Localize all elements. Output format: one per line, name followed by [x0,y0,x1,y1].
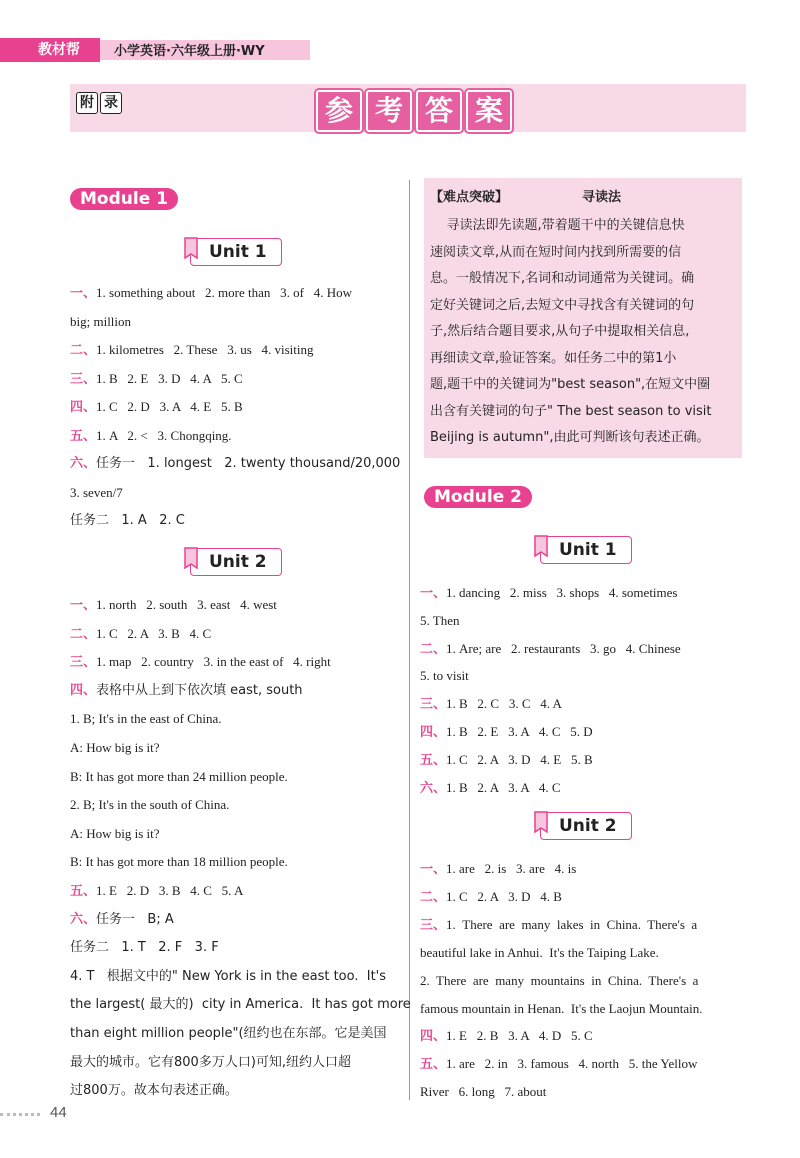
title-char: 考 [366,90,412,132]
appendix-label [76,92,122,114]
answer-text: A: How big is it? [70,740,160,755]
answer-text: A: How big is it? [70,825,160,841]
answer-text: 1. C 2. A 3. B 4. C [96,625,212,641]
appendix-char: 附 [76,92,98,114]
unit-tag [190,548,282,576]
answer-text: big; million [70,313,132,329]
answer-text: 1. C 2. A 3. D 4. B [446,888,562,904]
answer-line [70,653,331,672]
question-number: 二、 [420,641,447,657]
answer-text: 任务二 1. A 2. C [70,513,185,528]
answer-line [420,944,659,963]
question-number: 一、 [420,862,447,877]
module-2-pill: Module 2 [424,486,532,508]
footer-dots [0,1113,40,1116]
answer-line [70,710,221,729]
answer-text: 1. Are; are 2. restaurants 3. go 4. Chinese [446,640,681,656]
question-number: 三、 [420,697,447,713]
title-char: 案 [466,90,512,132]
answer-line [420,723,593,742]
answer-line [70,1082,238,1100]
answer-line [70,796,229,815]
tip-heading: 【难点突破】 [430,190,509,205]
answer-line [70,313,131,332]
answer-text: 1. E 2. B 3. A 4. D 5. C [446,1028,593,1044]
answer-text: 表格中从上到下依次填 east, south [96,682,303,698]
module-1-pill: Module 1 [70,188,178,210]
question-number: 六、 [70,456,97,471]
answer-text: 1. C 2. A 3. D 4. E 5. B [446,751,593,767]
answer-line [70,512,185,530]
answer-text: 任务一 1. longest 2. twenty thousand/20,000 [96,456,401,471]
answer-text: River 6. long 7. about [420,1084,547,1100]
question-number: 二、 [70,626,97,642]
answer-line [70,596,277,615]
answer-line [70,1054,351,1072]
question-number: 二、 [70,343,97,358]
tip-line: 定好关键词之后,去短文中寻找含有关键词的句 [430,297,695,313]
answer-text: than eight million people"(纽约也在东部。它是美国 [70,1026,387,1041]
answer-text: 1. B 2. E 3. A 4. C 5. D [446,724,593,739]
unit-label: Unit 1 [209,242,267,262]
tip-box [424,178,742,458]
answer-text: 3. seven/7 [70,484,123,500]
appendix-char: 录 [100,92,122,114]
answer-text: 任务二 1. T 2. F 3. F [70,940,219,956]
answer-text: 1. B 2. A 3. A 4. C [446,779,561,795]
answer-text: 1. B 2. C 3. C 4. A [446,696,562,712]
question-number: 四、 [420,1029,447,1045]
answer-line [70,968,386,986]
answer-line [70,284,352,303]
answer-text: 1. something about 2. more than 3. of 4. How [96,285,353,300]
answer-line [70,341,314,360]
answer-line [70,996,411,1014]
bookmark-icon [183,546,201,572]
question-number: 四、 [70,400,97,415]
question-number: 五、 [70,884,97,899]
answer-line [70,768,288,787]
answer-text: 1. B 2. E 3. D 4. A 5. C [96,370,243,386]
answer-text: 1. map 2. country 3. in the east of 4. right [96,654,331,670]
answer-text: 1. C 2. D 3. A 4. E 5. B [96,399,243,414]
column-divider [409,180,410,1100]
tip-line: 子,然后结合题目要求,从句子中提取相关信息, [430,324,690,339]
answer-text: 2. There are many mountains in China. There's a [420,972,699,988]
answer-text: 1. E 2. D 3. B 4. C 5. A [96,883,244,898]
question-number: 四、 [420,725,447,740]
question-number: 五、 [420,752,447,768]
title-char: 参 [316,90,362,132]
answer-text: 1. A 2. < 3. Chongqing. [96,427,232,443]
answer-line [70,739,160,758]
unit-tag [190,238,282,266]
answer-text: 5. to visit [420,668,469,684]
answer-text: 1. are 2. is 3. are 4. is [446,861,577,876]
answer-text: famous mountain in Henan. It's the Laojun Mountain. [420,1000,703,1016]
answer-line [420,972,698,991]
answer-text: 2. B; It's in the south of China. [70,797,230,813]
question-number: 一、 [420,586,447,601]
answer-text: 5. Then [420,612,460,628]
answer-line [420,1027,593,1046]
answer-text: B: It has got more than 24 million people. [70,768,288,784]
header-badge: 教材帮 [0,38,100,62]
answer-title [316,90,512,132]
answer-text: the largest( 最大的) city in America. It has got more [70,997,411,1013]
answer-line [420,916,697,935]
answer-line [420,695,562,714]
answer-text: 1. are 2. in 3. famous 4. north 5. the Yellow [446,1056,698,1072]
answer-line [420,1000,703,1019]
tip-line: 再细读文章,验证答案。如任务二中的第1小 [430,350,677,366]
answer-line [70,427,232,446]
question-number: 二、 [420,889,447,905]
question-number: 三、 [420,917,447,933]
question-number: 三、 [70,371,97,387]
bookmark-icon [183,236,201,262]
tip-line: 寻读法即先读题,带着题干中的关键信息快 [430,218,685,233]
answer-line [420,1055,697,1074]
bookmark-icon [533,534,551,560]
answer-text: beautiful lake in Anhui. It's the Taiping Lake. [420,944,659,960]
question-number: 六、 [420,780,447,796]
answer-line [420,751,593,770]
answer-line [70,1025,387,1043]
bookmark-icon [533,810,551,836]
answer-text: 过800万。故本句表述正确。 [70,1083,238,1099]
answer-line [420,640,681,659]
question-number: 六、 [70,911,97,927]
answer-line [70,484,123,503]
answer-text: 任务一 B; A [96,911,174,927]
question-number: 四、 [70,682,97,698]
unit-label: Unit 1 [559,540,617,560]
unit-tag [540,536,632,564]
answer-line [420,860,576,879]
question-number: 三、 [70,655,97,671]
answer-line [70,939,219,957]
unit-tag [540,812,632,840]
question-number: 五、 [70,428,97,444]
tip-method: 寻读法 [582,190,622,205]
tip-line: Beijing is autumn",由此可判断该句表述正确。 [430,430,710,445]
tip-line: 速阅读文章,从而在短时间内找到所需要的信 [430,244,682,260]
tip-line: 题,题干中的关键词为"best season",在短文中圈 [430,377,711,392]
answer-text: 1. There are many lakes in China. There's a [446,916,698,932]
answer-line [70,825,160,844]
answer-text: 1. dancing 2. miss 3. shops 4. sometimes [446,585,678,600]
tip-line: 息。一般情况下,名词和动词通常为关键词。确 [430,271,695,286]
answer-line [70,882,243,901]
answer-line [420,779,561,798]
answer-line [70,625,211,644]
answer-text: 4. T 根据文中的" New York is in the east too. It's [70,968,387,984]
answer-line [420,667,469,686]
answer-text: 1. kilometres 2. These 3. us 4. visiting [96,342,314,357]
answer-line [70,398,243,417]
answer-line [420,1083,546,1102]
answer-line [70,370,243,389]
page-number: 44 [50,1104,67,1121]
header-title: 小学英语·六年级上册·WY [114,44,265,59]
answer-line [70,682,303,700]
answer-line [420,888,562,907]
question-number: 一、 [70,598,97,613]
answer-line [70,853,288,872]
answer-text: 最大的城市。它有800多万人口)可知,纽约人口超 [70,1054,352,1070]
answer-text: 1. north 2. south 3. east 4. west [96,597,277,612]
unit-label: Unit 2 [559,816,617,836]
question-number: 五、 [420,1057,447,1073]
answer-text: B: It has got more than 18 million people. [70,854,288,870]
question-number: 一、 [70,286,97,301]
answer-text: 1. B; It's in the east of China. [70,711,222,727]
unit-label: Unit 2 [209,552,267,572]
answer-line [420,612,459,631]
answer-line [420,584,677,603]
title-char: 答 [416,90,462,132]
answer-line [70,455,400,473]
answer-line [70,911,174,929]
tip-line: 出含有关键词的句子" The best season to visit [430,403,712,419]
